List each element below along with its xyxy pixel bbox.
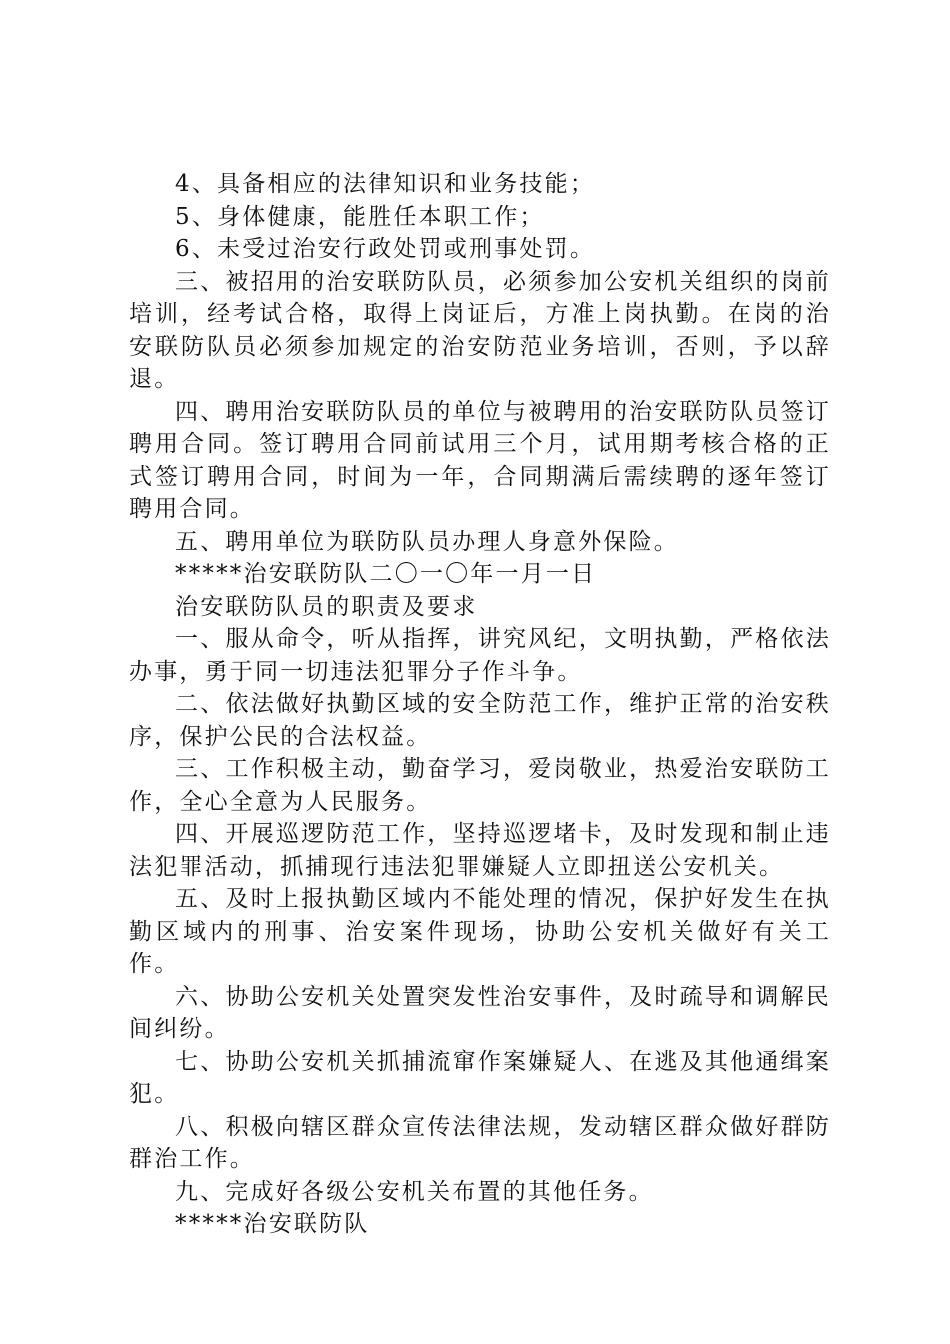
paragraph-duty-1: 一、服从命令，听从指挥，讲究风纪，文明执勤，严格依法办事，勇于同一切违法犯罪分子作斗争。 bbox=[129, 626, 831, 685]
paragraph-section-5-insurance: 五、聘用单位为联防队员办理人身意外保险。 bbox=[175, 528, 679, 555]
paragraph-duty-9: 九、完成好各级公安机关布置的其他任务。 bbox=[175, 1178, 654, 1205]
paragraph-duty-6: 六、协助公安机关处置突发性治安事件，及时疏导和调解民间纠纷。 bbox=[129, 983, 831, 1042]
paragraph-requirement-6: 6、未受过治安行政处罚或刑事处罚。 bbox=[175, 236, 596, 262]
paragraph-requirement-5: 5、身体健康，能胜任本职工作； bbox=[175, 203, 545, 230]
paragraph-duty-8: 八、积极向辖区群众宣传法律法规，发动辖区群众做好群防群治工作。 bbox=[129, 1113, 831, 1172]
paragraph-duty-5: 五、及时上报执勤区域内不能处理的情况，保护好发生在执勤区域内的刑事、治安案件现场，协助公安机关做好有关工作。 bbox=[129, 886, 831, 977]
section-heading-duties: 治安联防队员的职责及要求 bbox=[175, 593, 478, 620]
paragraph-duty-2: 二、依法做好执勤区域的安全防范工作，维护正常的治安秩序，保护公民的合法权益。 bbox=[129, 691, 831, 750]
paragraph-section-3-training: 三、被招用的治安联防队员，必须参加公安机关组织的岗前培训，经考试合格，取得上岗证后，方准上岗执勤。在岗的治安联防队员必须参加规定的治安防范业务培训，否则，予以辞退。 bbox=[129, 268, 831, 392]
paragraph-requirement-4: 4、具备相应的法律知识和业务技能； bbox=[175, 171, 596, 197]
paragraph-duty-3: 三、工作积极主动，勤奋学习，爱岗敬业，热爱治安联防工作，全心全意为人民服务。 bbox=[129, 756, 831, 815]
document-body bbox=[129, 168, 831, 1241]
paragraph-duty-7: 七、协助公安机关抓捕流窜作案嫌疑人、在逃及其他通缉案犯。 bbox=[129, 1048, 831, 1107]
paragraph-duty-4: 四、开展巡逻防范工作，坚持巡逻堵卡，及时发现和制止违法犯罪活动，抓捕现行违法犯罪嫌疑人立即扭送公安机关。 bbox=[129, 821, 831, 880]
paragraph-section-4-contract: 四、聘用治安联防队员的单位与被聘用的治安联防队员签订聘用合同。签订聘用合同前试用三个月，试用期考核合格的正式签订聘用合同，时间为一年，合同期满后需续聘的逐年签订聘用合同。 bbox=[129, 398, 831, 522]
signature-date-line: *****治安联防队二〇一〇年一月一日 bbox=[175, 561, 597, 587]
signature-line: *****治安联防队 bbox=[175, 1211, 370, 1237]
